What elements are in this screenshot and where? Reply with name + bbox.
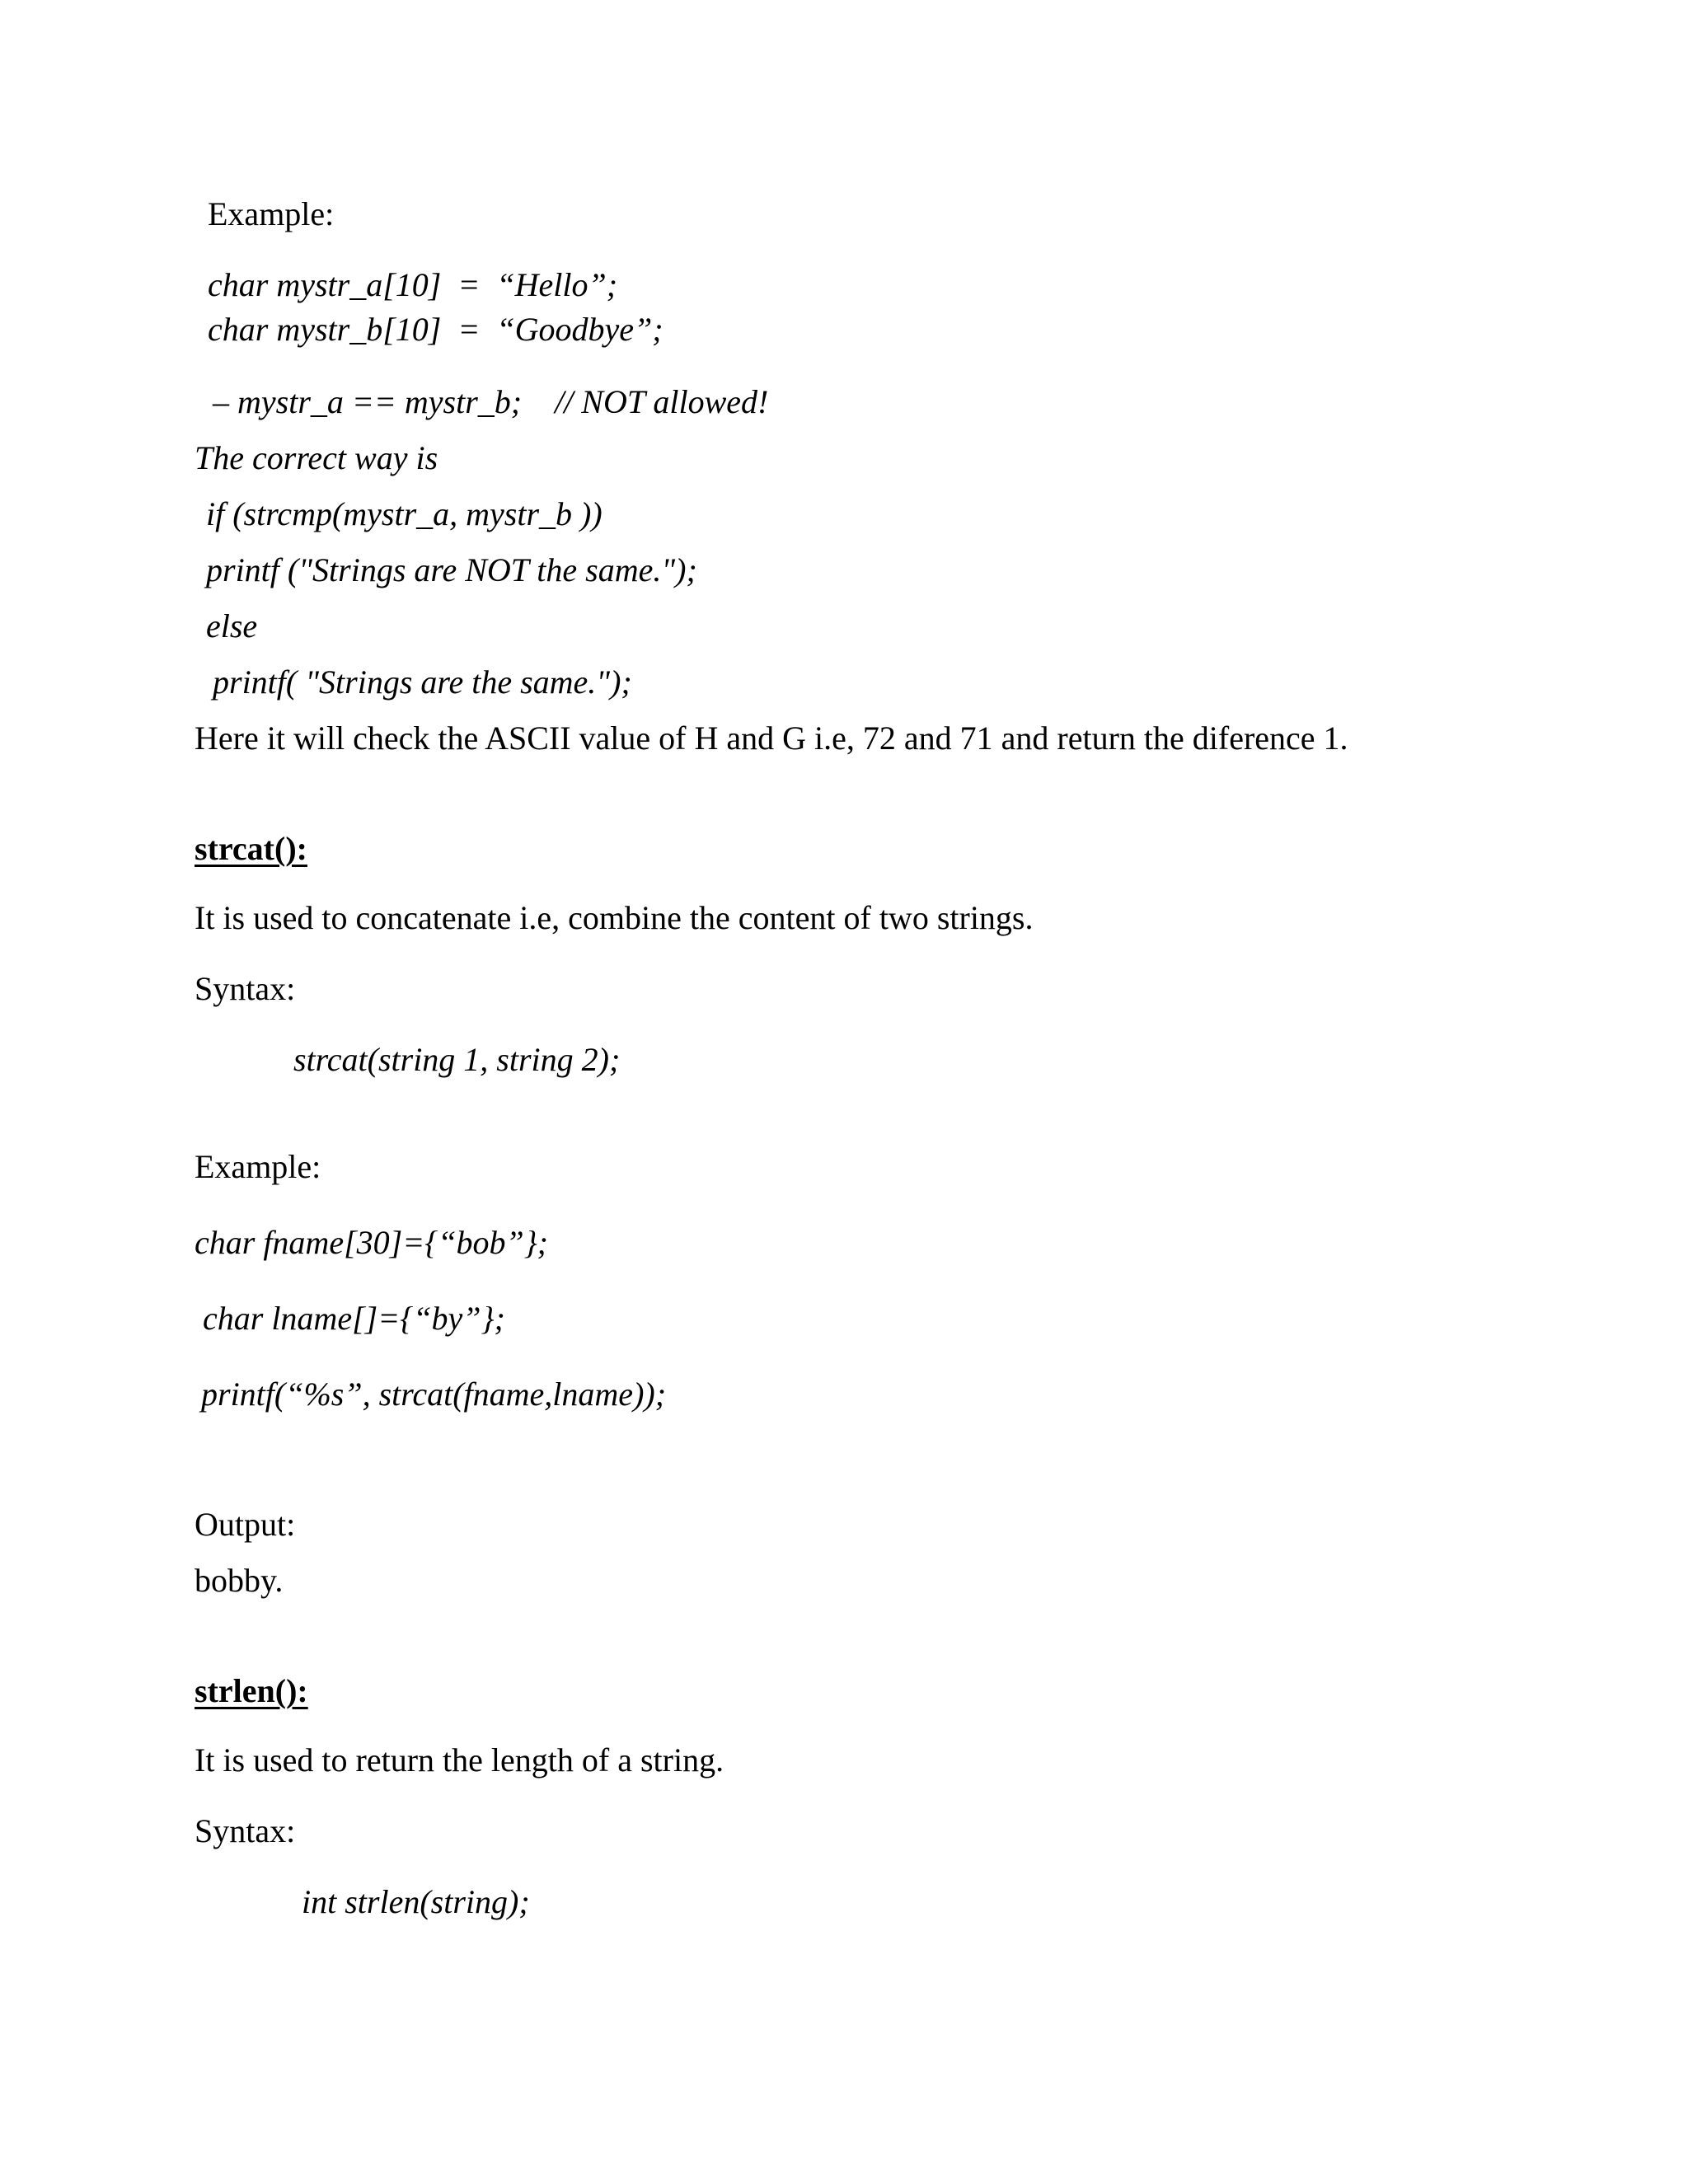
code-if-strcmp: if (strcmp(mystr_a, mystr_b )) [206, 495, 603, 532]
ascii-explanation: Here it will check the ASCII value of H and G i.e, 72 and 71 and return the diference 1. [195, 719, 1348, 757]
strcat-syntax-code: strcat(string 1, string 2); [293, 1041, 621, 1078]
code-declaration-mystr-a: char mystr_a[10] = “Hello”; [208, 266, 618, 303]
code-invalid-comparison: – mystr_a == mystr_b; // NOT allowed! [213, 383, 769, 420]
strcat-description: It is used to concatenate i.e, combine the content of two strings. [195, 899, 1034, 936]
code-printf-same: printf( "Strings are the same."); [213, 663, 632, 701]
code-printf-not-same: printf ("Strings are NOT the same."); [206, 551, 697, 588]
code-lname-declaration: char lname[]={“by”}; [203, 1300, 505, 1337]
strlen-syntax-code: int strlen(string); [302, 1883, 530, 1920]
code-else: else [206, 607, 258, 644]
example-label: Example: [208, 195, 335, 232]
correct-way-text: The correct way is [195, 439, 438, 476]
strlen-heading: strlen(): [195, 1672, 308, 1709]
output-label: Output: [195, 1506, 296, 1543]
strlen-syntax-label: Syntax: [195, 1812, 296, 1849]
output-value: bobby. [195, 1562, 284, 1599]
strcat-example-label: Example: [195, 1148, 321, 1185]
code-fname-declaration: char fname[30]={“bob”}; [195, 1224, 549, 1261]
strcat-syntax-label: Syntax: [195, 970, 296, 1007]
strlen-description: It is used to return the length of a string. [195, 1741, 724, 1779]
code-printf-strcat: printf(“%s”, strcat(fname,lname)); [201, 1376, 667, 1413]
strcat-heading: strcat(): [195, 830, 307, 867]
code-declaration-mystr-b: char mystr_b[10] = “Goodbye”; [208, 311, 663, 348]
